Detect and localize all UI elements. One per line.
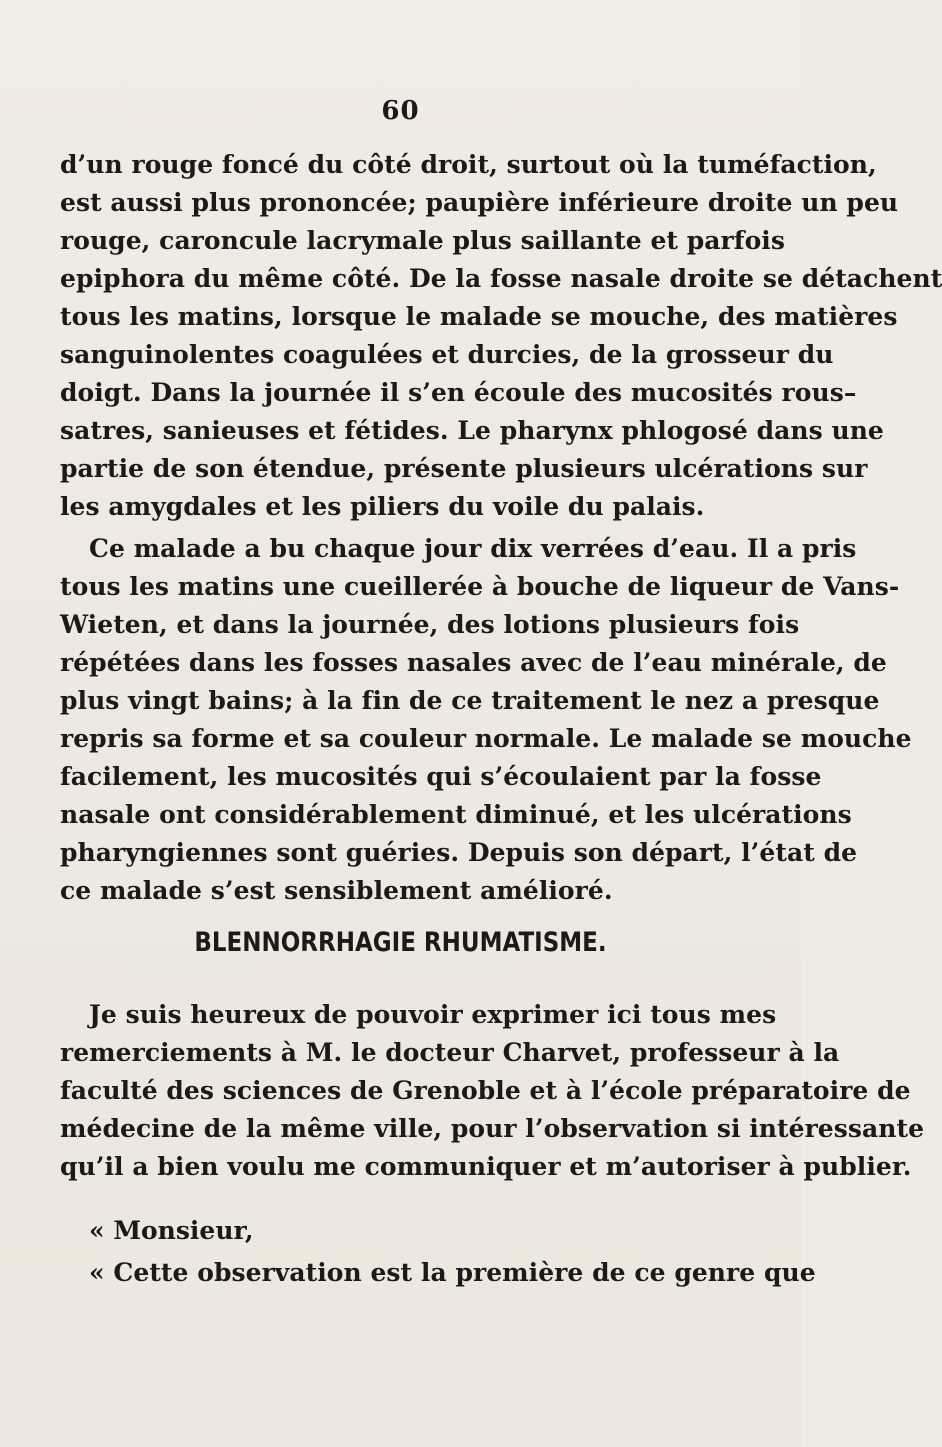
text-line: Wieten, et dans la journée, des lotions plusieurs fois bbox=[60, 610, 800, 639]
paragraph-continuation bbox=[60, 146, 942, 526]
paragraph-treatment bbox=[60, 530, 912, 910]
text-line: partie de son étendue, présente plusieurs ulcérations sur bbox=[60, 454, 868, 483]
text-line: plus vingt bains; à la fin de ce traitement le nez a presque bbox=[60, 686, 880, 715]
page-number: 60 bbox=[381, 96, 420, 126]
text-line: tous les matins une cueillerée à bouche de liqueur de Vans- bbox=[60, 572, 900, 601]
text-line: sanguinolentes coagulées et durcies, de la grosseur du bbox=[60, 340, 834, 369]
text-line: repris sa forme et sa couleur normale. Le malade se mouche bbox=[60, 724, 912, 753]
text-line: les amygdales et les piliers du voile du palais. bbox=[60, 492, 705, 521]
text-line: qu’il a bien voulu me communiquer et m’autoriser à publier. bbox=[60, 1152, 912, 1181]
text-line: remerciements à M. le docteur Charvet, professeur à la bbox=[60, 1038, 840, 1067]
text-line: facilement, les mucosités qui s’écoulaient par la fosse bbox=[60, 762, 822, 791]
text-line: Je suis heureux de pouvoir exprimer ici tous mes bbox=[89, 1000, 777, 1029]
text-line: satres, sanieuses et fétides. Le pharynx phlogosé dans une bbox=[60, 416, 884, 445]
letter-first-line bbox=[60, 1254, 816, 1292]
text-line: pharyngiennes sont guéries. Depuis son départ, l’état de bbox=[60, 838, 858, 867]
text-line: nasale ont considérablement diminué, et les ulcérations bbox=[60, 800, 852, 829]
paragraph-acknowledgement bbox=[60, 996, 925, 1186]
text-line: d’un rouge foncé du côté droit, surtout où la tuméfaction, bbox=[60, 150, 877, 179]
text-line: répétées dans les fosses nasales avec de l’eau minérale, de bbox=[60, 648, 887, 677]
text-line: doigt. Dans la journée il s’en écoule des mucosités rous– bbox=[60, 378, 857, 407]
text-line: epiphora du même côté. De la fosse nasale droite se détachent bbox=[60, 264, 942, 293]
text-line: « Cette observation est la première de ce genre que bbox=[89, 1258, 816, 1287]
text-line: Ce malade a bu chaque jour dix verrées d’eau. Il a pris bbox=[89, 534, 857, 563]
text-line: médecine de la même ville, pour l’observation si intéressante bbox=[60, 1114, 925, 1143]
text-line: rouge, caroncule lacrymale plus saillante et parfois bbox=[60, 226, 785, 255]
text-line: faculté des sciences de Grenoble et à l’école préparatoire de bbox=[60, 1076, 911, 1105]
letter-salutation: « Monsieur, bbox=[89, 1216, 254, 1245]
section-heading: BLENNORRHAGIE RHUMATISME. bbox=[194, 928, 607, 958]
text-line: est aussi plus prononcée; paupière inférieure droite un peu bbox=[60, 188, 899, 217]
text-line: ce malade s’est sensiblement amélioré. bbox=[60, 876, 613, 905]
text-line: tous les matins, lorsque le malade se mouche, des matières bbox=[60, 302, 898, 331]
